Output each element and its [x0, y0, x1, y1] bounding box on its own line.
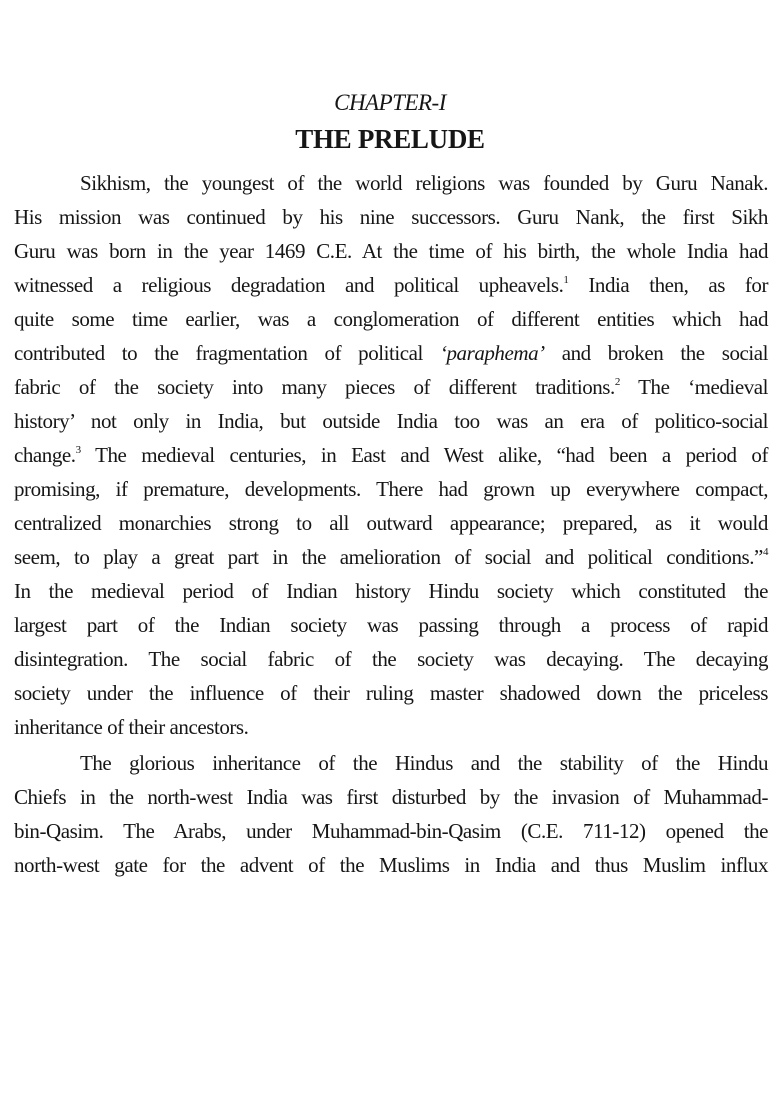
text-line: history’ not only in India, but outside India too was an era of politico-social: [14, 409, 768, 433]
text-line: contributed to the fragmentation of political ‘paraphema’ and broken the social: [14, 341, 769, 365]
text-line: quite some time earlier, was a conglomeration of different entities which had: [14, 307, 768, 331]
chapter-title: THE PRELUDE: [295, 124, 485, 154]
italic-term: ‘paraphema’: [439, 341, 545, 365]
text-line: seem, to play a great part in the amelioration of social and political conditions.”$^4$: [14, 545, 768, 569]
text-line: change.$^3$ The medieval centuries, in East and West alike, “had been a period of: [14, 443, 768, 467]
text-line: Chiefs in the north-west India was first disturbed by the invasion of Muhammad-: [14, 785, 768, 809]
text-line: witnessed a religious degradation and political upheavels.$^1$ India then, as for: [14, 273, 768, 297]
text-line: inheritance of their ancestors.: [14, 715, 249, 739]
text-line: fabric of the society into many pieces of different traditions.$^2$ The ‘medieval: [14, 375, 768, 399]
text-line: society under the influence of their ruling master shadowed down the priceless: [14, 681, 768, 705]
text-line: promising, if premature, developments. There had grown up everywhere compact,: [14, 477, 768, 501]
text-line: bin-Qasim. The Arabs, under Muhammad-bin-Qasim (C.E. 711-12) opened the: [14, 819, 768, 843]
footnote-ref[interactable]: 1: [563, 274, 569, 286]
text-line: His mission was continued by his nine successors. Guru Nank, the first Sikh: [14, 205, 768, 229]
text-line: largest part of the Indian society was passing through a process of rapid: [14, 613, 768, 637]
chapter-label: CHAPTER-I: [334, 90, 446, 115]
text-line: north-west gate for the advent of the Muslims in India and thus Muslim influx: [14, 853, 768, 877]
text-line: centralized monarchies strong to all outward appearance; prepared, as it would: [14, 511, 768, 535]
footnote-ref[interactable]: 3: [75, 444, 81, 456]
text-line: Guru was born in the year 1469 C.E. At the time of his birth, the whole India had: [14, 239, 768, 263]
footnote-ref[interactable]: 2: [614, 376, 620, 388]
body-text: [14, 166, 768, 882]
text-line: In the medieval period of Indian history Hindu society which constituted the: [14, 579, 768, 603]
text-line: The glorious inheritance of the Hindus and the stability of the Hindu: [80, 751, 768, 775]
text-line: disintegration. The social fabric of the society was decaying. The decaying: [14, 647, 768, 671]
text-line: Sikhism, the youngest of the world religions was founded by Guru Nanak.: [80, 171, 768, 195]
footnote-ref[interactable]: 4: [762, 546, 768, 558]
